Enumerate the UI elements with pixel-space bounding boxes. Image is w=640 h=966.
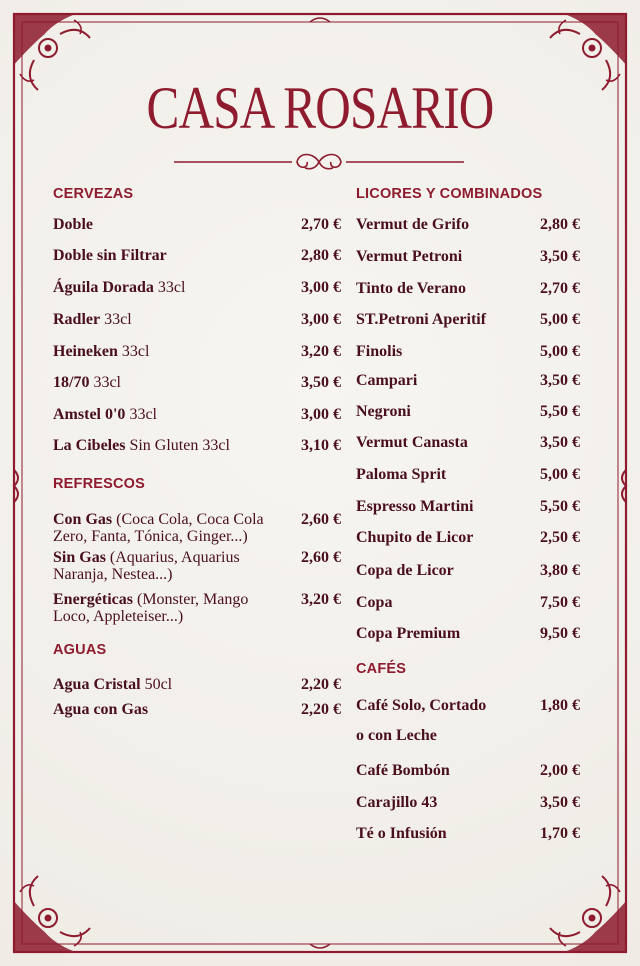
item-price: 2,50 € <box>540 529 580 546</box>
item-name: Sin Gas <box>53 549 106 566</box>
item-price: 2,60 € <box>301 511 341 528</box>
section-title-cervezas: CERVEZAS <box>53 186 134 202</box>
item-name: ST.Petroni Aperitif <box>356 311 487 328</box>
item-price: 5,50 € <box>540 498 580 515</box>
item-detail: (Coca Cola, Coca Cola <box>112 511 264 528</box>
item-price: 2,60 € <box>301 549 341 566</box>
item-name: Amstel 0'0 <box>53 406 126 423</box>
item-name: Tinto de Verano <box>356 280 466 297</box>
item-detail: 50cl <box>140 676 173 693</box>
item-detail: Naranja, Nestea...) <box>53 566 173 583</box>
item-price: 5,00 € <box>540 466 580 483</box>
item-price: 3,50 € <box>540 794 580 811</box>
item-name: Carajillo 43 <box>356 794 438 811</box>
section-title-cafes: CAFÉS <box>356 661 407 677</box>
item-name: Espresso Martini <box>356 498 474 515</box>
item-name: Café Solo, Cortado <box>356 697 487 714</box>
item-name: Té o Infusión <box>356 825 447 842</box>
item-price: 3,00 € <box>301 279 341 296</box>
item-name: Vermut Petroni <box>356 248 463 265</box>
item-detail: 33cl <box>153 279 186 296</box>
item-price: 5,50 € <box>540 403 580 420</box>
item-price: 3,00 € <box>301 311 341 328</box>
item-name: Con Gas <box>53 511 113 528</box>
item-price: 1,80 € <box>540 697 580 714</box>
item-price: 3,20 € <box>301 343 341 360</box>
item-price: 2,00 € <box>540 762 580 779</box>
item-name: Finolis <box>356 343 403 360</box>
item-price: 3,50 € <box>301 374 341 391</box>
item-name: Águila Dorada <box>53 279 154 296</box>
item-price: 5,00 € <box>540 343 580 360</box>
section-title-refrescos: REFRESCOS <box>53 476 146 492</box>
item-price: 3,80 € <box>540 562 580 579</box>
item-price: 3,10 € <box>301 437 341 454</box>
page-title: CASA ROSARIO <box>146 75 494 141</box>
item-price: 2,70 € <box>540 280 580 297</box>
item-name: Negroni <box>356 403 411 420</box>
item-name: Copa Premium <box>356 625 461 642</box>
item-price: 1,70 € <box>540 825 580 842</box>
item-name: 18/70 <box>53 374 90 391</box>
item-price: 3,00 € <box>301 406 341 423</box>
item-price: 2,80 € <box>540 216 580 233</box>
item-name: Chupito de Licor <box>356 529 474 546</box>
item-name: Radler <box>53 311 101 328</box>
title-flourish-icon <box>174 150 464 174</box>
item-name: La Cibeles <box>53 437 126 454</box>
item-price: 3,50 € <box>540 248 580 265</box>
item-price: 2,70 € <box>301 216 341 233</box>
section-title-licores: LICORES Y COMBINADOS <box>356 186 543 202</box>
item-name: Doble sin Filtrar <box>53 247 167 264</box>
item-name: Campari <box>356 372 418 389</box>
section-title-aguas: AGUAS <box>53 642 107 658</box>
item-price: 3,50 € <box>540 434 580 451</box>
item-detail: 33cl <box>117 343 150 360</box>
item-price: 9,50 € <box>540 625 580 642</box>
item-detail: (Monster, Mango <box>132 591 249 608</box>
item-name: Doble <box>53 216 93 233</box>
item-price: 2,80 € <box>301 247 341 264</box>
item-detail: Loco, Appleteiser...) <box>53 608 184 625</box>
item-name: Vermut Canasta <box>356 434 468 451</box>
item-name: Paloma Sprit <box>356 466 447 483</box>
item-detail: 33cl <box>100 311 132 328</box>
item-price: 3,20 € <box>301 591 341 608</box>
item-name: Vermut de Grifo <box>356 216 470 233</box>
item-detail: (Aquarius, Aquarius <box>105 549 240 566</box>
item-name: Heineken <box>53 343 118 360</box>
item-price: 2,20 € <box>301 676 341 693</box>
item-name: Copa de Licor <box>356 562 454 579</box>
item-name: o con Leche <box>356 727 437 744</box>
item-price: 5,00 € <box>540 311 580 328</box>
item-name: Agua con Gas <box>53 701 149 718</box>
item-detail: Zero, Fanta, Tónica, Ginger...) <box>53 528 248 545</box>
item-price: 7,50 € <box>540 594 580 611</box>
item-price: 3,50 € <box>540 372 580 389</box>
item-detail: 33cl <box>125 406 157 423</box>
item-name: Energéticas <box>53 591 133 608</box>
item-price: 2,20 € <box>301 701 341 718</box>
item-detail: Sin Gluten 33cl <box>125 437 230 454</box>
item-name: Copa <box>356 594 393 611</box>
item-name: Café Bombón <box>356 762 450 779</box>
item-detail: 33cl <box>89 374 121 391</box>
item-name: Agua Cristal <box>53 676 141 693</box>
